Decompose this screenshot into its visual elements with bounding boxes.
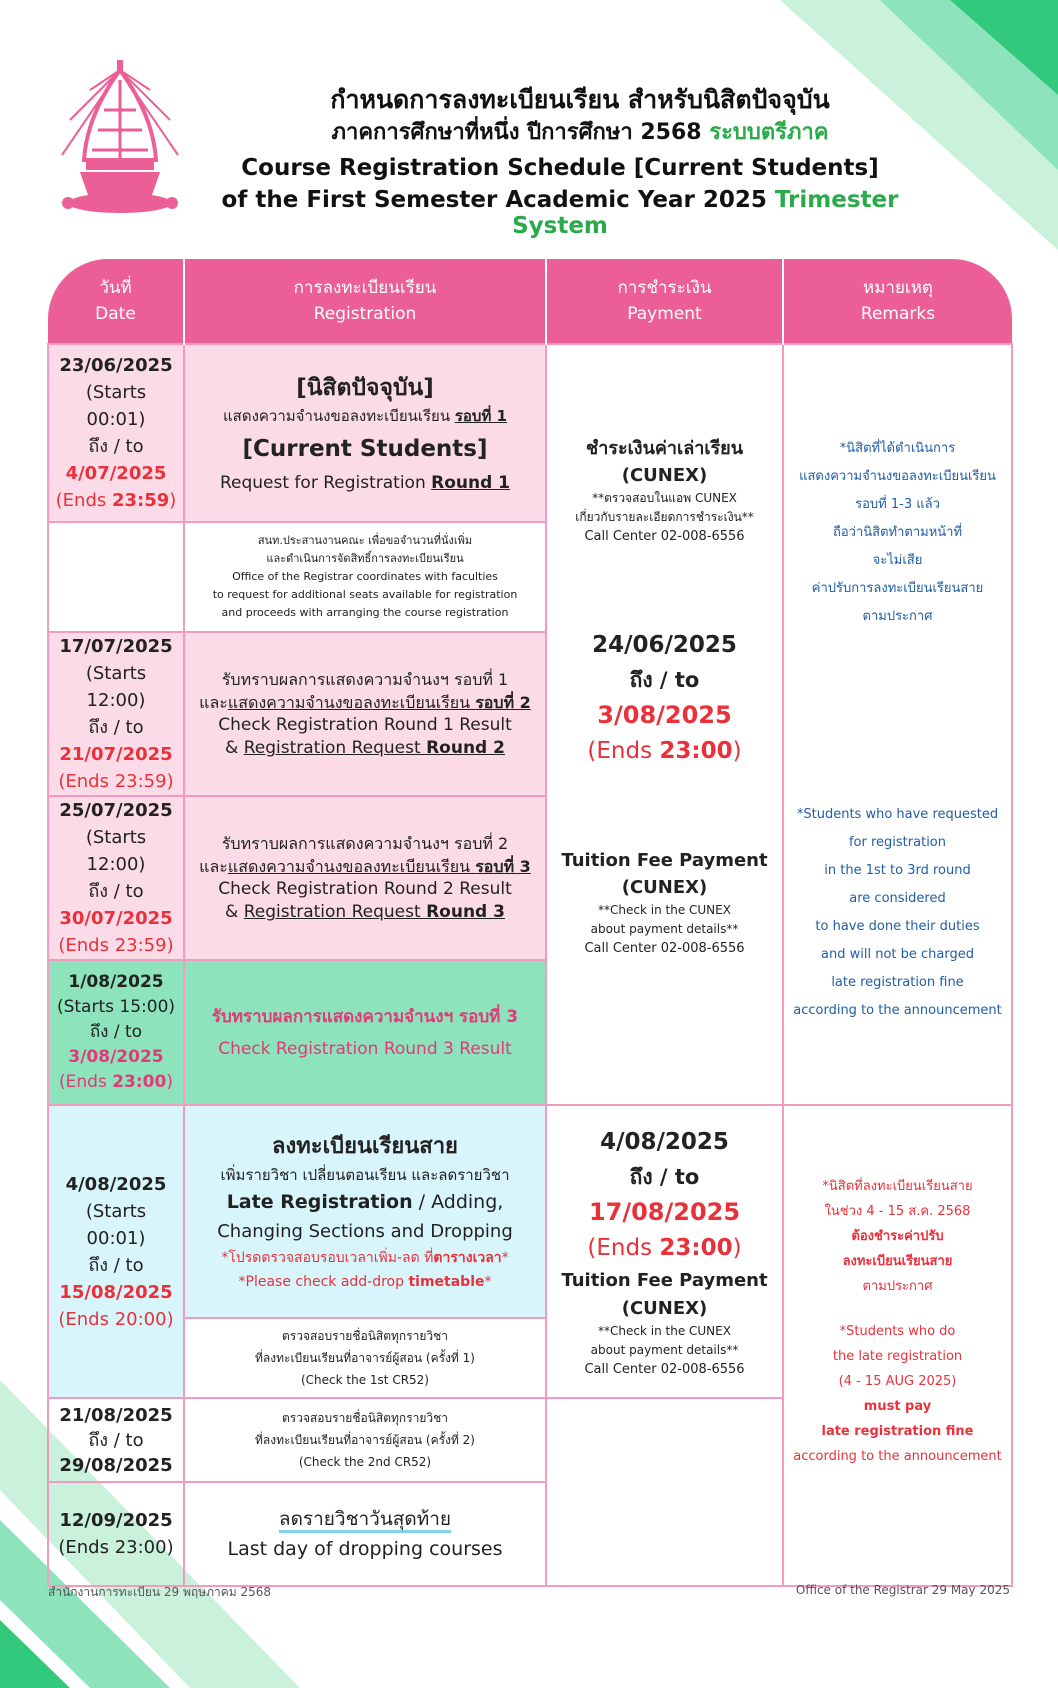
office-en-line2: to request for additional seats available for registration (212, 588, 518, 601)
last-drop-en: Last day of dropping courses (227, 1538, 503, 1560)
date-cell-round3-result (48, 960, 184, 1105)
payment-th-note1: **ตรวจสอบในแอพ CUNEX (592, 491, 737, 505)
footer-left: สำนักงานการทะเบียน 29 พฤษภาคม 2568 (48, 1585, 272, 1599)
remark-en-line: are considered (849, 891, 946, 906)
registration-cell-late (184, 1105, 546, 1318)
payment-end-time-prefix: (Ends (587, 738, 660, 764)
to-label: ถึง / to (88, 1429, 144, 1451)
title-thai-semester: ภาคการศึกษาที่หนึ่ง ปีการศึกษา 2568 (331, 120, 702, 145)
reg-th-round: รอบที่ 3 (475, 857, 531, 876)
start-date: 4/08/2025 (65, 1173, 167, 1195)
late-note-th-main: *โปรดตรวจสอบรอบเวลาเพิ่ม-ลด ที่ (221, 1249, 434, 1266)
remark-th-line: แสดงความจำนงขอลงทะเบียนเรียน (799, 469, 996, 484)
cr52-th-line1: ตรวจสอบรายชื่อนิสิตทุกรายวิชา (281, 1329, 449, 1343)
end-time: (Ends 23:59) (58, 771, 174, 792)
reg-en-text: Check Registration Round 3 Result (218, 1038, 512, 1059)
reg-th-request: แสดงความจำนงขอลงทะเบียนเรียน (227, 857, 476, 876)
remark-en-line: *Students who do (839, 1324, 956, 1339)
date-cell-empty (48, 522, 184, 632)
remark-th-line: ตามประกาศ (862, 609, 933, 624)
late-note-en-timetable: timetable (408, 1273, 485, 1290)
column-header-remarks-en: Remarks (860, 304, 936, 324)
to-label: ถึง / to (88, 436, 144, 457)
last-drop-th: ลดรายวิชาวันสุดท้าย (279, 1508, 451, 1533)
registration-cell-round2 (184, 632, 546, 796)
date-cell-round3 (48, 796, 184, 960)
start-date: 23/06/2025 (59, 355, 173, 376)
payment-callcenter: Call Center 02-008-6556 (584, 1361, 745, 1377)
registration-cell-cr52-first (184, 1318, 546, 1398)
remark-en-line: *Students who have requested (796, 807, 999, 822)
payment-end-time-value: 23:00 (659, 1234, 733, 1261)
reg-th-and: และ (199, 857, 228, 876)
to-label: ถึง / to (88, 1254, 144, 1276)
remark-en-line: must pay (863, 1399, 932, 1414)
reg-en-round: Round 1 (431, 473, 511, 493)
remark-th-line: ต้องชำระค่าปรับ (851, 1229, 944, 1244)
remark-en-line: according to the announcement (793, 1449, 1002, 1464)
start-date: 21/08/2025 (59, 1404, 173, 1426)
late-en-title-bold: Late Registration (226, 1190, 413, 1213)
title-english-system: Trimester System (512, 187, 899, 239)
start-date: 25/07/2025 (59, 800, 173, 821)
cr52-en: (Check the 1st CR52) (301, 1373, 429, 1387)
date-cell-last-drop (48, 1482, 184, 1586)
late-note-en (191, 1270, 539, 1294)
late-note-en-star: * (484, 1273, 492, 1290)
date-cell-round1 (48, 344, 184, 522)
remark-en-line: (4 - 15 AUG 2025) (838, 1374, 957, 1389)
end-time-suffix: ) (166, 1072, 173, 1092)
reg-th-line2 (191, 855, 539, 878)
remark-en-line: for registration (848, 835, 946, 850)
end-time: (Ends 20:00) (58, 1308, 174, 1330)
end-date: 15/08/2025 (59, 1281, 173, 1303)
payment-end-time (553, 1230, 776, 1266)
payment-to-label: ถึง / to (629, 1164, 700, 1189)
payment-en-note1: **Check in the CUNEX (598, 1323, 731, 1338)
end-time-value: 23:59 (112, 490, 170, 511)
start-time: (Starts 12:00) (85, 663, 147, 711)
column-header-date (48, 259, 184, 344)
payment-th-title: ชำระเงินค่าเล่าเรียน (585, 438, 744, 459)
end-date: 29/08/2025 (59, 1454, 173, 1476)
payment-cell-first (546, 344, 783, 1105)
start-time: (Starts 00:01) (85, 1200, 147, 1249)
payment-end-date: 17/08/2025 (588, 1197, 741, 1226)
reg-th-and: และ (199, 693, 228, 712)
registration-cell-round1 (184, 344, 546, 522)
reg-th-request: แสดงความจำนงขอลงทะเบียนเรียน (227, 693, 476, 712)
payment-end-time-value: 23:00 (659, 738, 733, 764)
remark-th-line: ถือว่านิสิตทำตามหน้าที่ (832, 525, 963, 540)
remark-en-line: in the 1st to 3rd round (824, 863, 971, 878)
payment-start-date: 24/06/2025 (592, 632, 737, 658)
payment-en-note2: about payment details** (590, 1342, 739, 1357)
date-cell-cr52-second (48, 1398, 184, 1482)
title-thai-line2 (200, 114, 960, 149)
end-time: (Ends 23:00) (58, 1537, 174, 1558)
office-en-line3: and proceeds with arranging the course registration (221, 606, 509, 619)
remark-en-line: according to the announcement (793, 1003, 1002, 1018)
payment-en-note2: about payment details** (590, 922, 739, 936)
cr52-th-line2: ที่ลงทะเบียนเรียนที่อาจารย์ผู้สอน (ครั้งที่ 2) (255, 1433, 475, 1447)
column-header-remarks-th: หมายเหตุ (863, 278, 933, 298)
column-header-date-th: วันที่ (99, 278, 132, 298)
column-header-registration-en: Registration (313, 304, 417, 324)
late-en-title (191, 1186, 539, 1218)
reg-th-round: รอบที่ 1 (454, 407, 507, 425)
reg-th-line1: รับทราบผลการแสดงความจำนงฯ รอบที่ 2 (221, 834, 509, 853)
column-header-payment-th: การชำระเงิน (617, 278, 712, 298)
table-header-row (48, 259, 1012, 344)
column-header-remarks (783, 259, 1012, 344)
remark-th-line: รอบที่ 1-3 แล้ว (855, 497, 940, 512)
end-time-prefix: (Ends (55, 490, 112, 511)
remark-th-line: *นิสิตที่ลงทะเบียนเรียนสาย (822, 1179, 973, 1194)
payment-th-note2: เกี่ยวกับรายละเอียดการชำระเงิน** (575, 510, 754, 524)
payment-cell-empty (546, 1398, 783, 1586)
to-label: ถึง / to (88, 717, 144, 738)
reg-th-text: รับทราบผลการแสดงความจำนงฯ รอบที่ 3 (211, 1006, 519, 1027)
remark-en-line: and will not be charged (821, 947, 974, 962)
table-row (48, 344, 1012, 522)
title-thai-line1: กำหนดการลงทะเบียนเรียน สำหรับนิสิตปัจจุบัน (330, 85, 830, 114)
to-label: ถึง / to (89, 1022, 143, 1042)
to-label: ถึง / to (88, 881, 144, 902)
registration-cell-cr52-second (184, 1398, 546, 1482)
column-header-payment (546, 259, 783, 344)
reg-en-text (191, 471, 539, 495)
remark-en-line: the late registration (832, 1349, 963, 1364)
remark-en-line: to have done their duties (815, 919, 980, 934)
end-time-prefix: (Ends (59, 1072, 113, 1092)
reg-en-round: Round 3 (426, 902, 505, 922)
cr52-th-line2: ที่ลงทะเบียนเรียนที่อาจารย์ผู้สอน (ครั้งที่ 1) (255, 1351, 475, 1365)
late-note-th-star: * (501, 1249, 509, 1266)
payment-en-note1: **Check in the CUNEX (598, 903, 731, 917)
payment-start-date: 4/08/2025 (600, 1128, 729, 1155)
reg-th-title: [นิสิตปัจจุบัน] (296, 375, 434, 401)
end-time: (Ends 23:59) (58, 935, 174, 956)
reg-en-line1: Check Registration Round 2 Result (218, 879, 512, 899)
column-header-registration-th: การลงทะเบียนเรียน (293, 278, 437, 298)
late-note-en-main: *Please check add-drop (238, 1273, 409, 1290)
registration-cell-office (184, 522, 546, 632)
title-english-semester: of the First Semester Academic Year 2025 (221, 187, 767, 213)
column-header-registration (184, 259, 546, 344)
registration-cell-last-drop (184, 1482, 546, 1586)
remarks-cell-first (783, 344, 1012, 1105)
reg-en-line1: Check Registration Round 1 Result (218, 715, 512, 735)
end-time (55, 1070, 177, 1095)
end-date: 4/07/2025 (65, 463, 167, 484)
end-date: 21/07/2025 (59, 744, 173, 765)
payment-cunex-2: (CUNEX) (621, 877, 708, 898)
payment-to-label: ถึง / to (629, 668, 700, 692)
start-time: (Starts 00:01) (85, 382, 147, 430)
payment-en-title: Tuition Fee Payment (561, 850, 768, 871)
reg-en-request: Registration Request (243, 738, 427, 758)
reg-en-line2 (191, 901, 539, 924)
reg-th-text-main: แสดงความจำนงขอลงทะเบียนเรียน (223, 407, 455, 425)
column-header-payment-en: Payment (627, 304, 702, 324)
table-row (48, 1105, 1012, 1318)
registration-schedule-table (47, 259, 1013, 1587)
payment-end-time-prefix: (Ends (587, 1234, 660, 1261)
office-th-line2: และดำเนินการจัดสิทธิ์การลงทะเบียนเรียน (266, 552, 464, 565)
column-header-date-en: Date (95, 304, 136, 324)
remark-en-line: late registration fine (821, 1424, 974, 1439)
remark-th-line: ตามประกาศ (862, 1279, 933, 1294)
end-time-suffix: ) (169, 490, 177, 511)
last-drop-th-wrapper (191, 1504, 539, 1534)
payment-end-time-suffix: ) (732, 1234, 742, 1261)
reg-en-and: & (225, 902, 244, 922)
remark-th-line: จะไม่เสีย (872, 553, 923, 568)
late-en-line2: Changing Sections and Dropping (217, 1220, 513, 1242)
remark-th-line: ในช่วง 4 - 15 ส.ค. 2568 (824, 1204, 971, 1219)
remark-th-line: ค่าปรับการลงทะเบียนเรียนสาย (811, 581, 984, 596)
remarks-cell-late (783, 1105, 1012, 1586)
start-date: 12/09/2025 (59, 1510, 173, 1531)
end-date: 30/07/2025 (59, 908, 173, 929)
reg-en-line2 (191, 737, 539, 760)
remark-th-line: ลงทะเบียนเรียนสาย (842, 1254, 953, 1269)
payment-end-time-suffix: ) (732, 738, 742, 764)
date-cell-round2 (48, 632, 184, 796)
reg-th-text (191, 405, 539, 427)
start-date: 1/08/2025 (68, 972, 164, 992)
date-cell-late-registration (48, 1105, 184, 1398)
reg-en-request: Registration Request (243, 902, 427, 922)
title-english-line1: Course Registration Schedule [Current Students] (241, 155, 879, 181)
late-note-th-timetable: ตารางเวลา (433, 1249, 502, 1266)
late-en-title-rest: / Adding, (412, 1190, 504, 1213)
start-time: (Starts 15:00) (56, 997, 176, 1017)
start-time: (Starts 12:00) (85, 827, 147, 875)
payment-en-title: Tuition Fee Payment (561, 1269, 768, 1291)
late-note-th (191, 1246, 539, 1270)
office-en-line1: Office of the Registrar coordinates with faculties (232, 570, 498, 583)
reg-en-title: [Current Students] (242, 436, 488, 462)
title-thai-system: ระบบตรีภาค (709, 120, 829, 145)
registration-cell-round3-result (184, 960, 546, 1105)
payment-cunex: (CUNEX) (621, 1297, 708, 1319)
late-th-subtitle: เพิ่มรายวิชา เปลี่ยนตอนเรียน และลดรายวิชา (220, 1165, 510, 1184)
remark-en-line: late registration fine (831, 975, 964, 990)
footer-right: Office of the Registrar 29 May 2025 (795, 1583, 1010, 1597)
payment-end-time (553, 733, 776, 769)
payment-cunex: (CUNEX) (621, 465, 708, 486)
cr52-en: (Check the 2nd CR52) (298, 1455, 432, 1469)
reg-en-round: Round 2 (426, 738, 505, 758)
end-time (55, 487, 177, 514)
start-date: 17/07/2025 (59, 636, 173, 657)
reg-th-line2 (191, 691, 539, 714)
reg-en-and: & (225, 738, 244, 758)
payment-callcenter: Call Center 02-008-6556 (584, 529, 745, 544)
cr52-th-line1: ตรวจสอบรายชื่อนิสิตทุกรายวิชา (281, 1411, 449, 1425)
payment-callcenter-2: Call Center 02-008-6556 (584, 941, 745, 956)
chula-emblem-logo (60, 60, 180, 220)
end-date: 3/08/2025 (68, 1047, 164, 1067)
late-th-title: ลงทะเบียนเรียนสาย (272, 1133, 458, 1159)
reg-en-text-main: Request for Registration (219, 473, 432, 493)
end-time-value: 23:00 (112, 1072, 167, 1092)
registration-cell-round3 (184, 796, 546, 960)
payment-end-date: 3/08/2025 (597, 701, 732, 729)
reg-th-round: รอบที่ 2 (475, 693, 531, 712)
remark-th-line: *นิสิตที่ได้ดำเนินการ (839, 441, 956, 456)
reg-th-line1: รับทราบผลการแสดงความจำนงฯ รอบที่ 1 (221, 670, 509, 689)
payment-cell-late (546, 1105, 783, 1398)
title-english-line2 (180, 187, 940, 239)
office-th-line1: สนท.ประสานงานคณะ เพื่อขอจำนวนที่นั่งเพิ่ม (257, 534, 473, 547)
